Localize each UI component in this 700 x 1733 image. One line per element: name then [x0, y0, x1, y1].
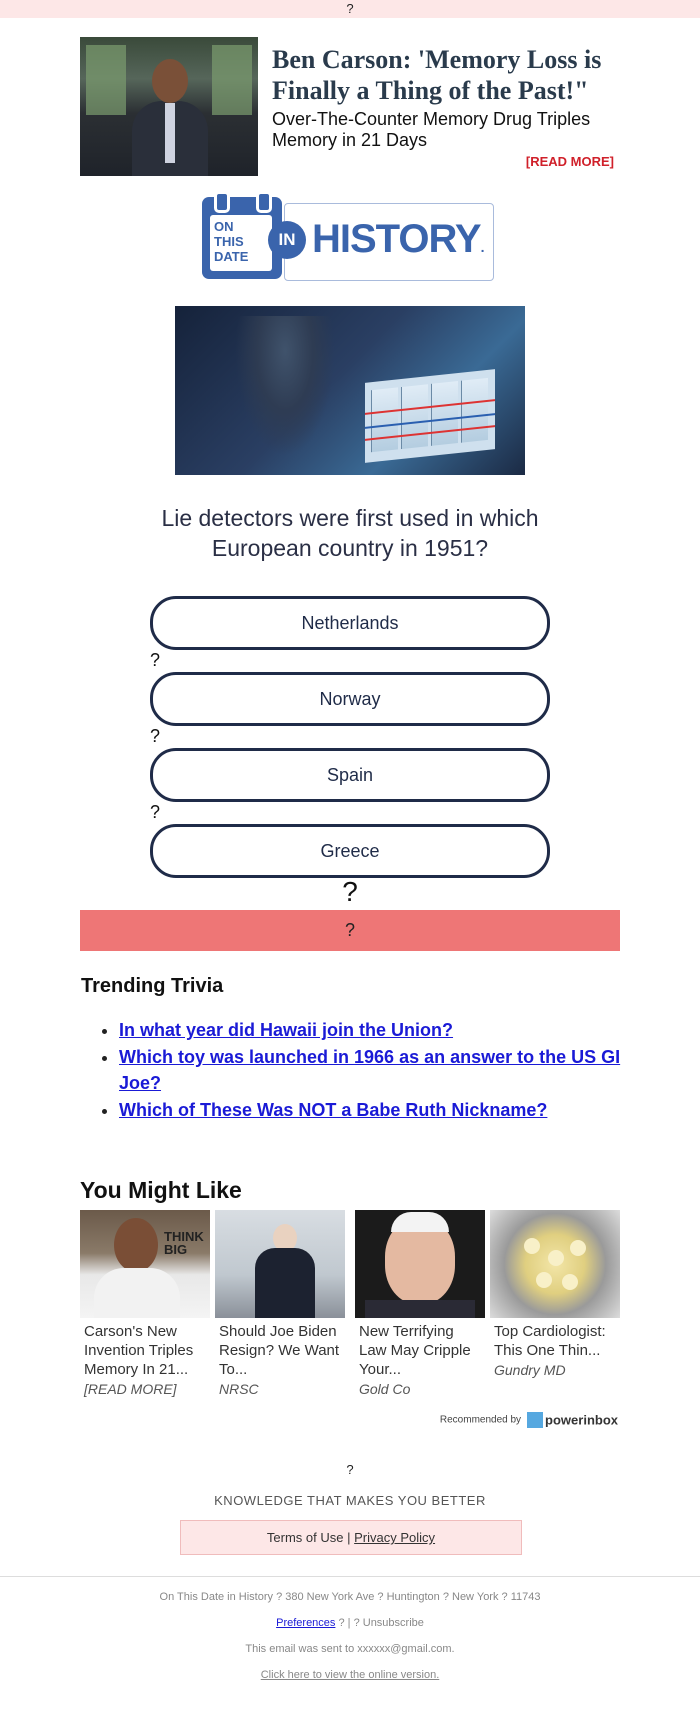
terms-of-use-link[interactable]: Terms of Use — [266, 1530, 344, 1545]
separator-mark: ? — [150, 726, 161, 746]
card-image[interactable] — [355, 1210, 485, 1318]
ad-photo[interactable] — [80, 37, 258, 176]
list-item — [119, 1097, 649, 1123]
answer-button-netherlands[interactable]: Netherlands — [150, 596, 550, 650]
card-title[interactable]: New Terrifying Law May Cripple Your... — [359, 1323, 471, 1378]
recommendation-cards — [80, 1210, 620, 1425]
recommendation-card[interactable] — [215, 1210, 345, 1397]
provider-name: powerinbox — [545, 1412, 618, 1428]
list-item — [119, 1044, 649, 1096]
preferences-link[interactable]: Preferences — [276, 1617, 336, 1629]
trending-link[interactable]: Which of These Was NOT a Babe Ruth Nickname? — [119, 1100, 548, 1120]
sponsored-ad[interactable] — [80, 37, 620, 177]
legal-links — [180, 1520, 522, 1555]
trending-link[interactable]: In what year did Hawaii join the Union? — [119, 1020, 454, 1040]
ad-read-more-link[interactable]: [READ MORE] — [525, 154, 614, 169]
separator-mark: ? — [150, 802, 161, 822]
card-image[interactable]: THINK BIG — [80, 1210, 210, 1318]
sent-to-notice: This email was sent to xxxxxx@gmail.com. — [245, 1643, 455, 1655]
unsubscribe-link[interactable]: ? | ? Unsubscribe — [338, 1617, 424, 1629]
view-online-link[interactable]: Click here to view the online version. — [260, 1669, 440, 1681]
powerinbox-icon — [527, 1412, 543, 1428]
answer-button-norway[interactable]: Norway — [150, 672, 550, 726]
recommendation-card[interactable] — [355, 1210, 485, 1397]
ad-subtitle[interactable]: Over-The-Counter Memory Drug Triples Memory in 21 Days — [272, 109, 591, 150]
email-footer — [0, 1576, 700, 1733]
logo-calendar-text: ON THIS DATE — [214, 219, 249, 264]
legal-separator: | — [347, 1530, 351, 1545]
top-bar: ? — [0, 0, 700, 18]
footer-address: On This Date in History ? 380 New York Ave ? Huntington ? New York ? 11743 — [159, 1591, 541, 1603]
trivia-question: Lie detectors were first used in which European country in 1951? — [161, 505, 539, 561]
red-banner[interactable]: ? — [80, 910, 620, 951]
privacy-policy-link[interactable]: Privacy Policy — [354, 1530, 436, 1545]
you-might-like-heading: You Might Like — [80, 1177, 242, 1203]
card-title[interactable]: Should Joe Biden Resign? We Want To... — [219, 1323, 340, 1378]
recommended-by-label: Recommended by — [439, 1414, 522, 1426]
card-source: NRSC — [219, 1381, 259, 1397]
logo-in-badge: IN — [268, 221, 306, 259]
tagline: KNOWLEDGE THAT MAKES YOU BETTER — [214, 1493, 486, 1508]
card-source: [READ MORE] — [84, 1381, 177, 1397]
ad-title[interactable]: Ben Carson: 'Memory Loss is Finally a Thing of the Past!" — [272, 45, 602, 105]
recommended-by[interactable] — [400, 1412, 618, 1428]
placeholder-mark: ? — [346, 1462, 354, 1477]
card-image[interactable] — [490, 1210, 620, 1318]
recommendation-card[interactable] — [80, 1210, 210, 1397]
logo-wordmark: HISTORY. — [312, 217, 484, 261]
card-title[interactable]: Carson's New Invention Triples Memory In 21... — [84, 1323, 194, 1378]
trending-list — [81, 1017, 649, 1124]
answer-button-spain[interactable]: Spain — [150, 748, 550, 802]
trending-link[interactable]: Which toy was launched in 1966 as an answer to the US GI Joe? — [119, 1047, 621, 1093]
recommendation-card[interactable] — [490, 1210, 620, 1378]
trending-heading: Trending Trivia — [81, 975, 224, 997]
site-logo[interactable] — [202, 195, 494, 281]
card-image[interactable] — [215, 1210, 345, 1318]
question-image — [175, 306, 525, 475]
list-item — [119, 1017, 649, 1043]
card-source: Gundry MD — [494, 1362, 566, 1378]
separator-mark: ? — [150, 650, 161, 670]
placeholder-mark: ? — [342, 876, 358, 907]
card-source: Gold Co — [359, 1381, 411, 1397]
card-title[interactable]: Top Cardiologist: This One Thin... — [494, 1323, 606, 1359]
answer-button-greece[interactable]: Greece — [150, 824, 550, 878]
